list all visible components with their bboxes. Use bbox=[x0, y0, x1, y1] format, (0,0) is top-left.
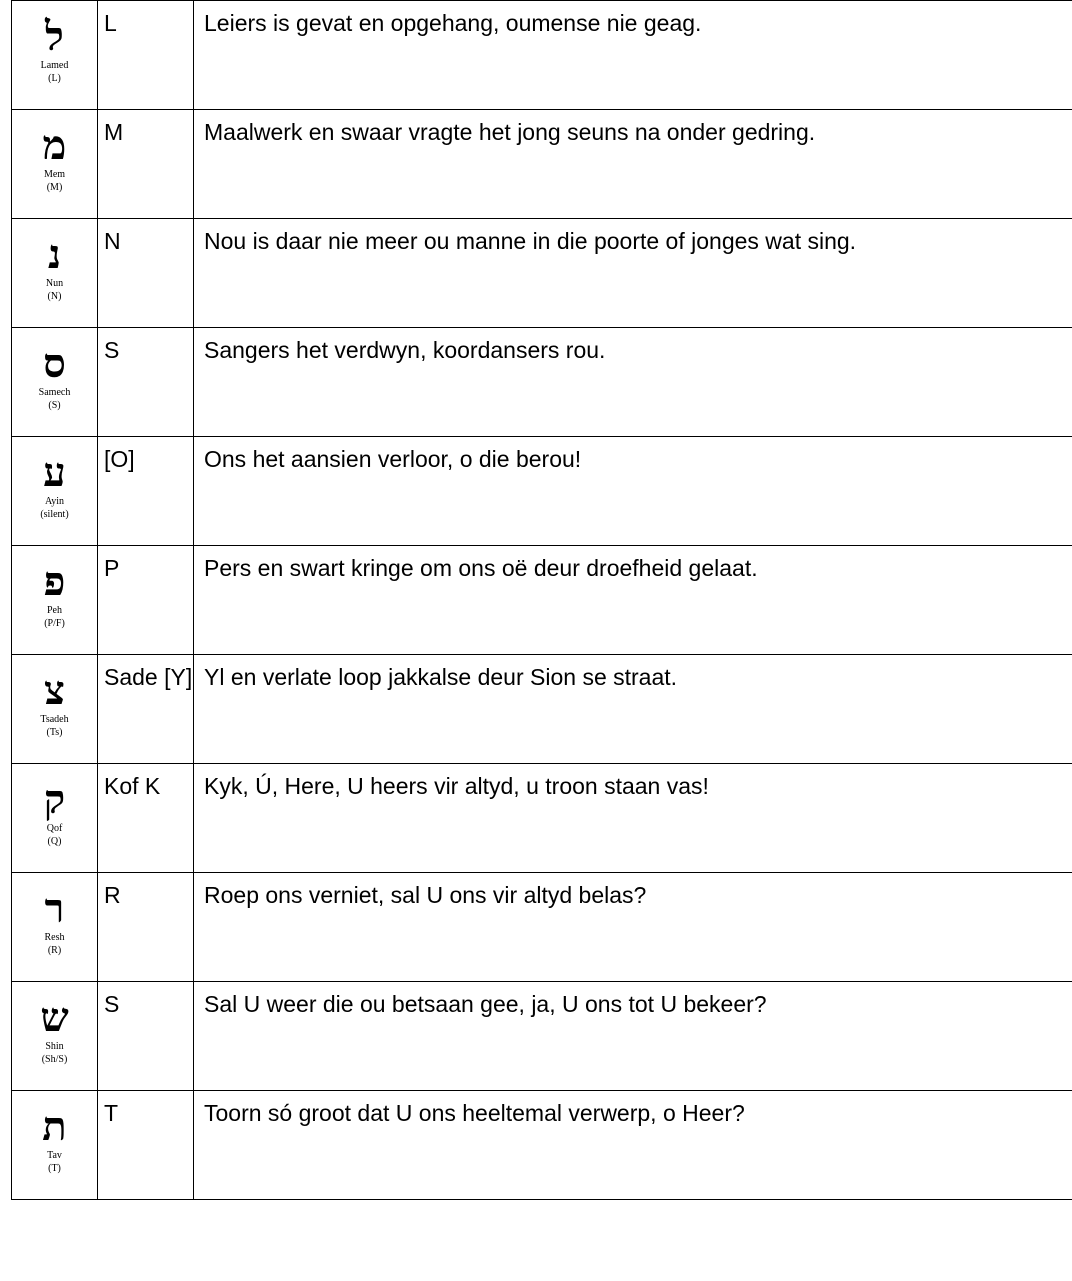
hebrew-letter-cell bbox=[12, 873, 98, 982]
hebrew-letter-cell bbox=[12, 1091, 98, 1200]
abbreviation-cell bbox=[98, 546, 194, 655]
hebrew-letter-cell bbox=[12, 110, 98, 219]
table-row bbox=[12, 982, 1072, 1091]
verse-cell bbox=[194, 982, 1072, 1091]
verse-text: Kyk, Ú, Here, U heers vir altyd, u troon staan vas! bbox=[204, 773, 709, 799]
table-row bbox=[12, 328, 1072, 437]
letter-sound: (L) bbox=[48, 73, 61, 84]
table-row bbox=[12, 1091, 1072, 1200]
verse-text: Ons het aansien verloor, o die berou! bbox=[204, 446, 582, 472]
hebrew-letter-glyph: צ bbox=[44, 667, 65, 714]
abbreviation-cell bbox=[98, 1091, 194, 1200]
letter-name: Samech bbox=[38, 387, 71, 398]
letter-name: Lamed bbox=[40, 60, 69, 71]
hebrew-letter-glyph: ס bbox=[43, 340, 66, 387]
verse-text: Yl en verlate loop jakkalse deur Sion se straat. bbox=[204, 664, 678, 690]
hebrew-letter-cell bbox=[12, 437, 98, 546]
verse-cell bbox=[194, 437, 1072, 546]
table-row bbox=[12, 655, 1072, 764]
letter-name: Peh bbox=[47, 605, 62, 616]
letter-sound: (N) bbox=[47, 291, 62, 302]
letter-sound: (Sh/S) bbox=[41, 1054, 68, 1065]
verse-cell bbox=[194, 219, 1072, 328]
letter-sound: (Ts) bbox=[46, 727, 63, 738]
letter-sound: (S) bbox=[48, 400, 61, 411]
hebrew-letter-glyph: ת bbox=[42, 1103, 67, 1150]
verse-text: Sangers het verdwyn, koordansers rou. bbox=[204, 337, 606, 363]
letter-abbreviation: [O] bbox=[104, 446, 135, 472]
abbreviation-cell bbox=[98, 655, 194, 764]
letter-sound: (silent) bbox=[40, 509, 69, 520]
table-row bbox=[12, 873, 1072, 982]
hebrew-letter-glyph: ל bbox=[45, 13, 64, 60]
hebrew-letter-cell bbox=[12, 655, 98, 764]
verse-cell bbox=[194, 764, 1072, 873]
verse-text: Toorn só groot dat U ons heeltemal verwerp, o Heer? bbox=[204, 1100, 745, 1126]
hebrew-letter-cell bbox=[12, 546, 98, 655]
hebrew-letter-glyph: נ bbox=[47, 231, 61, 278]
letter-abbreviation: S bbox=[104, 991, 120, 1017]
letter-sound: (Q) bbox=[47, 836, 62, 847]
table-row bbox=[12, 764, 1072, 873]
letter-abbreviation: P bbox=[104, 555, 120, 581]
abbreviation-cell bbox=[98, 982, 194, 1091]
letter-name: Qof bbox=[46, 823, 63, 834]
table-row bbox=[12, 219, 1072, 328]
verse-cell bbox=[194, 1091, 1072, 1200]
verse-text: Nou is daar nie meer ou manne in die poorte of jonges wat sing. bbox=[204, 228, 857, 254]
letter-sound: (M) bbox=[46, 182, 63, 193]
verse-text: Sal U weer die ou betsaan gee, ja, U ons tot U bekeer? bbox=[204, 991, 767, 1017]
abbreviation-cell bbox=[98, 437, 194, 546]
letter-name: Resh bbox=[44, 932, 65, 943]
abbreviation-cell bbox=[98, 873, 194, 982]
table-row bbox=[12, 1, 1072, 110]
letter-sound: (P/F) bbox=[44, 618, 65, 629]
hebrew-letter-cell bbox=[12, 328, 98, 437]
verse-text: Leiers is gevat en opgehang, oumense nie geag. bbox=[204, 10, 702, 36]
hebrew-letter-glyph: מ bbox=[42, 122, 67, 169]
acrostic-table bbox=[11, 0, 1072, 1200]
letter-abbreviation: Kof K bbox=[104, 773, 161, 799]
hebrew-letter-cell bbox=[12, 219, 98, 328]
hebrew-letter-cell bbox=[12, 764, 98, 873]
letter-name: Tsadeh bbox=[40, 714, 69, 725]
letter-name: Shin bbox=[45, 1041, 64, 1052]
verse-cell bbox=[194, 655, 1072, 764]
letter-abbreviation: N bbox=[104, 228, 121, 254]
letter-abbreviation: Sade [Y] bbox=[104, 664, 193, 690]
table-row bbox=[12, 546, 1072, 655]
verse-text: Roep ons verniet, sal U ons vir altyd belas? bbox=[204, 882, 647, 908]
verse-cell bbox=[194, 1, 1072, 110]
letter-sound: (R) bbox=[47, 945, 62, 956]
letter-abbreviation: S bbox=[104, 337, 120, 363]
letter-name: Mem bbox=[43, 169, 66, 180]
letter-sound: (T) bbox=[48, 1163, 61, 1174]
verse-cell bbox=[194, 546, 1072, 655]
letter-abbreviation: R bbox=[104, 882, 121, 908]
verse-text: Maalwerk en swaar vragte het jong seuns na onder gedring. bbox=[204, 119, 816, 145]
letter-abbreviation: T bbox=[104, 1100, 119, 1126]
abbreviation-cell bbox=[98, 328, 194, 437]
letter-abbreviation: L bbox=[104, 10, 117, 36]
verse-cell bbox=[194, 110, 1072, 219]
table-row bbox=[12, 110, 1072, 219]
verse-text: Pers en swart kringe om ons oë deur droefheid gelaat. bbox=[204, 555, 758, 581]
hebrew-letter-glyph: ק bbox=[43, 776, 66, 823]
hebrew-letter-glyph: ש bbox=[40, 994, 69, 1041]
table-row bbox=[12, 437, 1072, 546]
hebrew-letter-glyph: פ bbox=[43, 558, 66, 605]
hebrew-letter-glyph: ע bbox=[43, 449, 66, 496]
abbreviation-cell bbox=[98, 219, 194, 328]
letter-name: Tav bbox=[47, 1150, 62, 1161]
letter-abbreviation: M bbox=[104, 119, 124, 145]
abbreviation-cell bbox=[98, 1, 194, 110]
hebrew-letter-glyph: ר bbox=[44, 885, 65, 932]
verse-cell bbox=[194, 328, 1072, 437]
letter-name: Ayin bbox=[44, 496, 65, 507]
abbreviation-cell bbox=[98, 110, 194, 219]
letter-name: Nun bbox=[45, 278, 64, 289]
verse-cell bbox=[194, 873, 1072, 982]
abbreviation-cell bbox=[98, 764, 194, 873]
hebrew-letter-cell bbox=[12, 1, 98, 110]
hebrew-letter-cell bbox=[12, 982, 98, 1091]
